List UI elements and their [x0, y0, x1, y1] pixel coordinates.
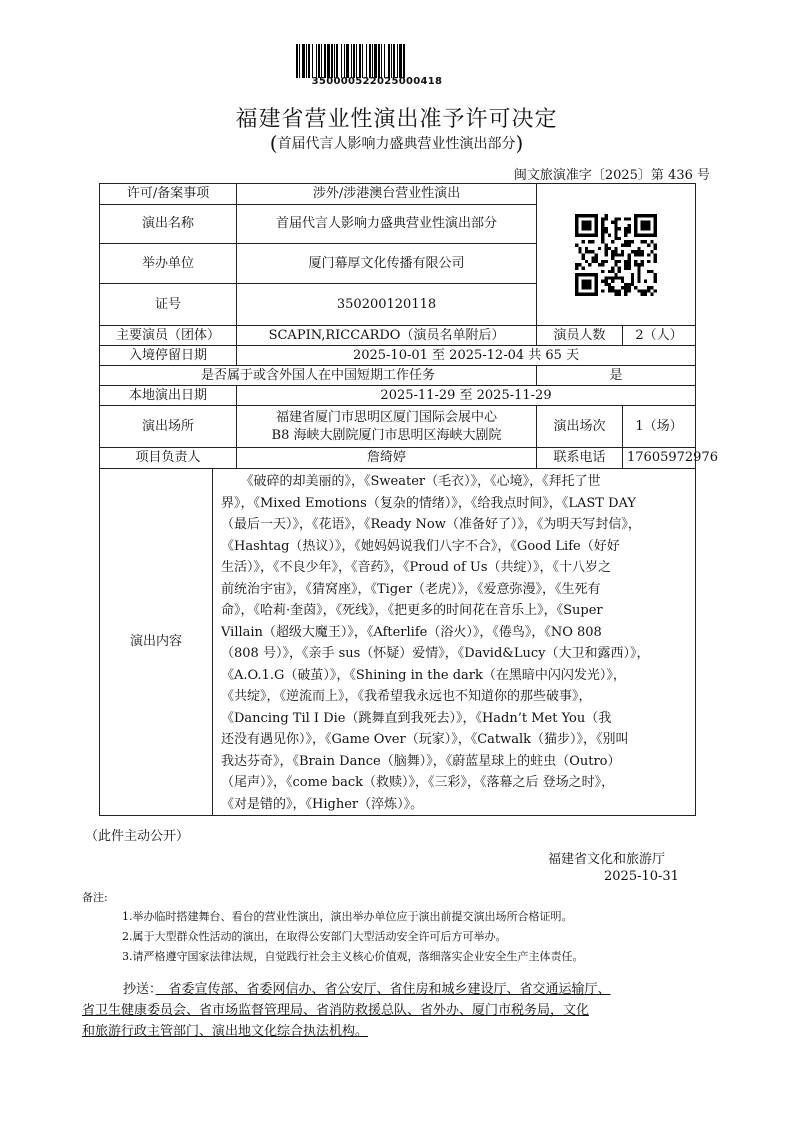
content-line: （808 号）》，《亲手 sus（怀疑）爱情》，《David&Lucy（大卫和露西）》，	[221, 646, 650, 661]
barcode-image	[294, 44, 460, 78]
manager-value: 詹绮婷	[237, 448, 537, 469]
phone-value: 17605972976	[623, 448, 696, 469]
public-note: （此件主动公开）	[85, 829, 190, 844]
performer-count-value: 2（人）	[623, 326, 696, 346]
barcode-number: 350000522025000418	[311, 76, 443, 87]
sessions-value: 1（场）	[623, 406, 696, 448]
performers-label: 主要演员（团体）	[100, 326, 237, 346]
copy-to-label: 抄送：	[123, 982, 156, 997]
notes-title: 备注:	[82, 891, 108, 904]
permit-table	[99, 183, 718, 816]
copy-to-line: 省卫生健康委员会、省市场监督管理局、省消防救援总队、省外办、厦门市税务局，文化	[82, 1003, 590, 1018]
permit-type-label: 许可/备案事项	[100, 184, 237, 205]
organizer-label: 举办单位	[100, 244, 237, 284]
short-work-label: 是否属于或含外国人在中国短期工作任务	[100, 366, 537, 386]
license-label: 证号	[100, 284, 237, 326]
document-subtitle: (首届代言人影响力盛典营业性演出部分)	[269, 131, 524, 155]
document-number: 闽文旅演准字〔2025〕第 436 号	[513, 168, 710, 183]
content-line: 界》，《Mixed Emotions（复杂的情绪）》，《给我点时间》，《LAST DAY	[221, 495, 636, 511]
performer-count-label: 演员人数	[537, 326, 623, 346]
stay-label: 入境停留日期	[100, 346, 237, 366]
content-line: 《破碎的却美丽的》，《Sweater（毛衣）》，《心境》，《拜托了世	[221, 474, 601, 489]
content-line: 前统治宇宙》，《猜窝座》，《Tiger（老虎）》，《爱意弥漫》，《生死有	[221, 581, 601, 597]
content-line: 命》，《哈莉·奎茵》，《死线》，《把更多的时间花在音乐上》，《Super	[221, 603, 603, 618]
content-line: 还没有遇见你）》，《Game Over（玩家）》，《Catwalk（猫步）》，《别叫	[221, 732, 629, 747]
performers-value: SCAPIN,RICCARDO（演员名单附后）	[237, 326, 537, 346]
local-date-label: 本地演出日期	[100, 386, 237, 406]
note-item: 2.属于大型群众性活动的演出，在取得公安部门大型活动安全许可后方可举办。	[122, 930, 507, 943]
phone-label: 联系电话	[537, 448, 623, 469]
license-value: 350200120118	[237, 284, 537, 326]
copy-to-line: 和旅游行政主管部门、演出地文化综合执法机构。	[82, 1024, 369, 1039]
copy-to-line: 省委宣传部、省委网信办、省公安厅、省住房和城乡建设厅、省交通运输厅、	[155, 982, 611, 997]
content-line: 生活）》，《不良少年》，《音药》，《Proud of Us（共绽）》，《十八岁之	[221, 560, 612, 575]
issuer: 福建省文化和旅游厅	[548, 852, 666, 867]
stay-value: 2025-10-01 至 2025-12-04 共 65 天	[237, 346, 696, 366]
subtitle-text: 首届代言人影响力盛典营业性演出部分	[277, 136, 516, 152]
issue-date: 2025-10-31	[604, 869, 679, 884]
show-name-value: 首届代言人影响力盛典营业性演出部分	[237, 205, 537, 244]
copy-to	[82, 979, 714, 1042]
document-title: 福建省营业性演出准予许可决定	[235, 107, 558, 132]
content-line: 《Hashtag（热议）》，《她妈妈说我们八字不合》，《Good Life（好好	[221, 538, 620, 554]
content-line: Villain（超级大魔王）》，《Afterlife（浴火）》，《倦鸟》，《NO 808	[221, 624, 602, 640]
organizer-value: 厦门幕厚文化传播有限公司	[237, 244, 537, 284]
short-work-value: 是	[537, 366, 696, 386]
local-date-value: 2025-11-29 至 2025-11-29	[237, 386, 696, 406]
content-line: 《Dancing Til I Die（跳舞直到我死去）》，《Hadn’t Met You（我	[221, 710, 612, 726]
manager-label: 项目负责人	[100, 448, 237, 469]
content-line: 我达芬奇》，《Brain Dance（脑舞）》，《蔚蓝星球上的蛀虫（Outro）	[221, 753, 621, 769]
content-label: 演出内容	[100, 469, 213, 816]
note-item: 1.举办临时搭建舞台、看台的营业性演出，演出举办单位应于演出前提交演出场所合格证明。	[122, 910, 573, 923]
venue-line-1: 福建省厦门市思明区厦门国际会展中心	[276, 409, 498, 425]
note-item: 3.请严格遵守国家法律法规，自觉践行社会主义核心价值观，落细落实企业安全生产主体责任。	[122, 950, 584, 963]
venue-label: 演出场所	[100, 406, 237, 448]
content-line: （尾声）》，《come back（救赎）》，《三彩》，《落幕之后 登场之时》，	[221, 775, 615, 790]
venue-line-2: B8 海峡大剧院厦门市思明区海峡大剧院	[271, 427, 502, 443]
qr-code-cell	[537, 184, 696, 326]
permit-type-value: 涉外/涉港澳台营业性演出	[237, 184, 537, 205]
venue-value	[237, 406, 537, 448]
content-line: 《对是错的》，《Higher（淬炼）》。	[221, 796, 424, 812]
qr-code-image	[575, 214, 657, 296]
content-value	[213, 469, 696, 816]
content-line: 《A.O.1.G（破茧）》，《Shining in the dark（在黑暗中闪闪发光）》，	[221, 667, 626, 683]
show-name-label: 演出名称	[100, 205, 237, 244]
content-line: 《共绽》，《逆流而上》，《我希望我永远也不知道你的那些破事》，	[221, 689, 592, 704]
content-line: （最后一天）》，《花语》，《Ready Now（准备好了）》，《为明天写封信》，	[221, 517, 641, 532]
sessions-label: 演出场次	[537, 406, 623, 448]
